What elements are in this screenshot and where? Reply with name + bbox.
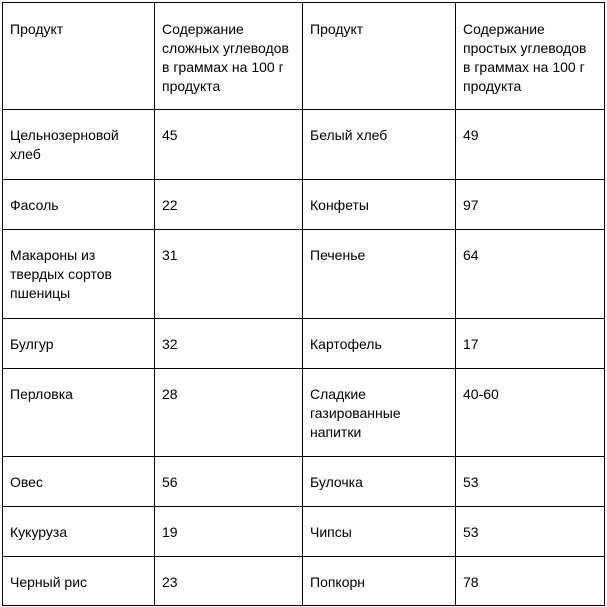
simple-product-cell: Белый хлеб xyxy=(303,110,456,180)
table-row xyxy=(3,110,605,180)
header-product-simple: Продукт xyxy=(303,3,456,110)
table-header-row xyxy=(3,3,605,110)
complex-product-cell: Макароны из твердых сортов пшеницы xyxy=(3,230,155,319)
simple-value-cell: 78 xyxy=(456,557,605,606)
simple-product-cell: Сладкие газированные напитки xyxy=(303,369,456,457)
complex-product-cell: Фасоль xyxy=(3,180,155,230)
simple-value-cell: 49 xyxy=(456,110,605,180)
simple-value-cell: 40-60 xyxy=(456,369,605,457)
simple-product-cell: Печенье xyxy=(303,230,456,319)
table-row xyxy=(3,230,605,319)
complex-product-cell: Цельнозерновой хлеб xyxy=(3,110,155,180)
simple-value-cell: 64 xyxy=(456,230,605,319)
simple-product-cell: Булочка xyxy=(303,457,456,507)
complex-product-cell: Овес xyxy=(3,457,155,507)
header-product-complex: Продукт xyxy=(3,3,155,110)
simple-value-cell: 97 xyxy=(456,180,605,230)
complex-value-cell: 32 xyxy=(155,319,303,369)
complex-product-cell: Булгур xyxy=(3,319,155,369)
table-row xyxy=(3,507,605,557)
simple-product-cell: Чипсы xyxy=(303,507,456,557)
complex-product-cell: Черный рис xyxy=(3,557,155,606)
simple-product-cell: Картофель xyxy=(303,319,456,369)
simple-product-cell: Попкорн xyxy=(303,557,456,606)
complex-product-cell: Кукуруза xyxy=(3,507,155,557)
simple-product-cell: Конфеты xyxy=(303,180,456,230)
table-row xyxy=(3,457,605,507)
complex-value-cell: 56 xyxy=(155,457,303,507)
complex-value-cell: 31 xyxy=(155,230,303,319)
complex-value-cell: 23 xyxy=(155,557,303,606)
simple-value-cell: 17 xyxy=(456,319,605,369)
simple-value-cell: 53 xyxy=(456,507,605,557)
table-row xyxy=(3,319,605,369)
complex-value-cell: 28 xyxy=(155,369,303,457)
simple-value-cell: 53 xyxy=(456,457,605,507)
complex-value-cell: 19 xyxy=(155,507,303,557)
header-complex-carbs: Содержание сложных углеводов в граммах на 100 г продукта xyxy=(155,3,303,110)
header-simple-carbs: Содержание простых углеводов в граммах на 100 г продукта xyxy=(456,3,605,110)
complex-product-cell: Перловка xyxy=(3,369,155,457)
complex-value-cell: 22 xyxy=(155,180,303,230)
complex-value-cell: 45 xyxy=(155,110,303,180)
carbohydrate-table xyxy=(2,2,605,606)
table-row xyxy=(3,369,605,457)
table-row xyxy=(3,180,605,230)
table-row xyxy=(3,557,605,606)
